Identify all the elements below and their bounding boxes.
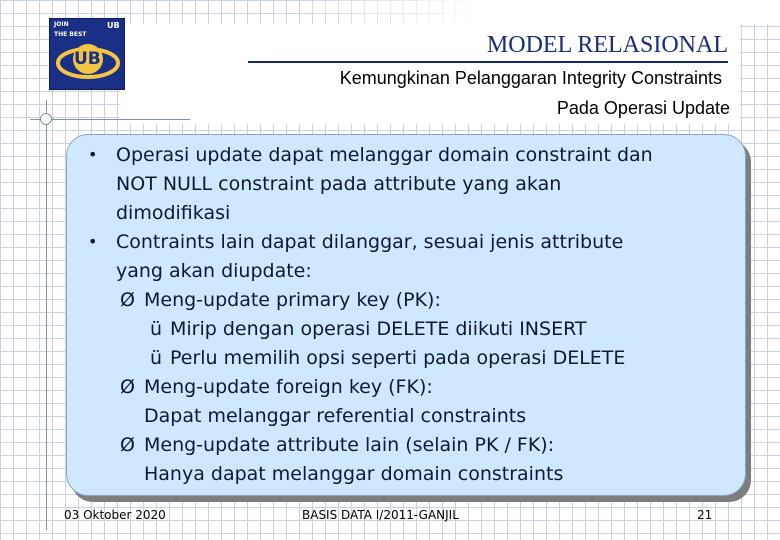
sub-item-pk-check2: Perlu memilih opsi seperti pada operasi DELETE (170, 347, 626, 369)
check-marker: ü (150, 318, 163, 340)
footer-date: 03 Oktober 2020 (64, 508, 166, 522)
logo-text-ub-small: UB (107, 21, 120, 30)
slide-subtitle-line2: Pada Operasi Update (556, 98, 730, 118)
bullet-marker: • (88, 145, 98, 164)
bullet1-line2: NOT NULL constraint pada attribute yang akan (116, 173, 562, 195)
logo-text-join: JOIN (54, 21, 69, 28)
sub-item-fk: Meng-update foreign key (FK): (144, 376, 433, 398)
header-shade (290, 0, 780, 24)
decorative-crosshair-circle (40, 113, 52, 125)
sub-item-pk: Meng-update primary key (PK): (144, 289, 441, 311)
logo-text-the-best: THE BEST (54, 31, 87, 38)
bullet1-line3: dimodifikasi (116, 202, 231, 224)
decorative-line-vertical (46, 100, 47, 530)
bullet1-line1: Operasi update dapat melanggar domain constraint dan (116, 144, 653, 166)
footer-course: BASIS DATA I/2011-GANJIL (302, 508, 459, 522)
title-underline (248, 61, 728, 63)
university-logo (49, 18, 125, 90)
bullet2-line2: yang akan diupdate: (116, 260, 312, 282)
bullet2-line1: Contraints lain dapat dilanggar, sesuai jenis attribute (116, 231, 624, 253)
slide-subtitle-line1: Kemungkinan Pelanggaran Integrity Constraints (339, 68, 722, 88)
decorative-line-horizontal (30, 119, 190, 120)
check-marker: ü (150, 347, 163, 369)
sub-item-other-detail: Hanya dapat melanggar domain constraints (144, 463, 564, 485)
footer-page-number: 21 (697, 508, 713, 522)
sub-item-fk-detail: Dapat melanggar referential constraints (144, 405, 527, 427)
logo-text-ub: UB (74, 49, 101, 69)
slide-title: MODEL RELASIONAL (486, 32, 728, 58)
bullet-marker: • (88, 232, 98, 251)
arrow-marker: Ø (120, 289, 135, 311)
sub-item-other: Meng-update attribute lain (selain PK / FK): (144, 434, 555, 456)
arrow-marker: Ø (120, 376, 135, 398)
sub-item-pk-check1: Mirip dengan operasi DELETE diikuti INSERT (170, 318, 587, 340)
arrow-marker: Ø (120, 434, 135, 456)
